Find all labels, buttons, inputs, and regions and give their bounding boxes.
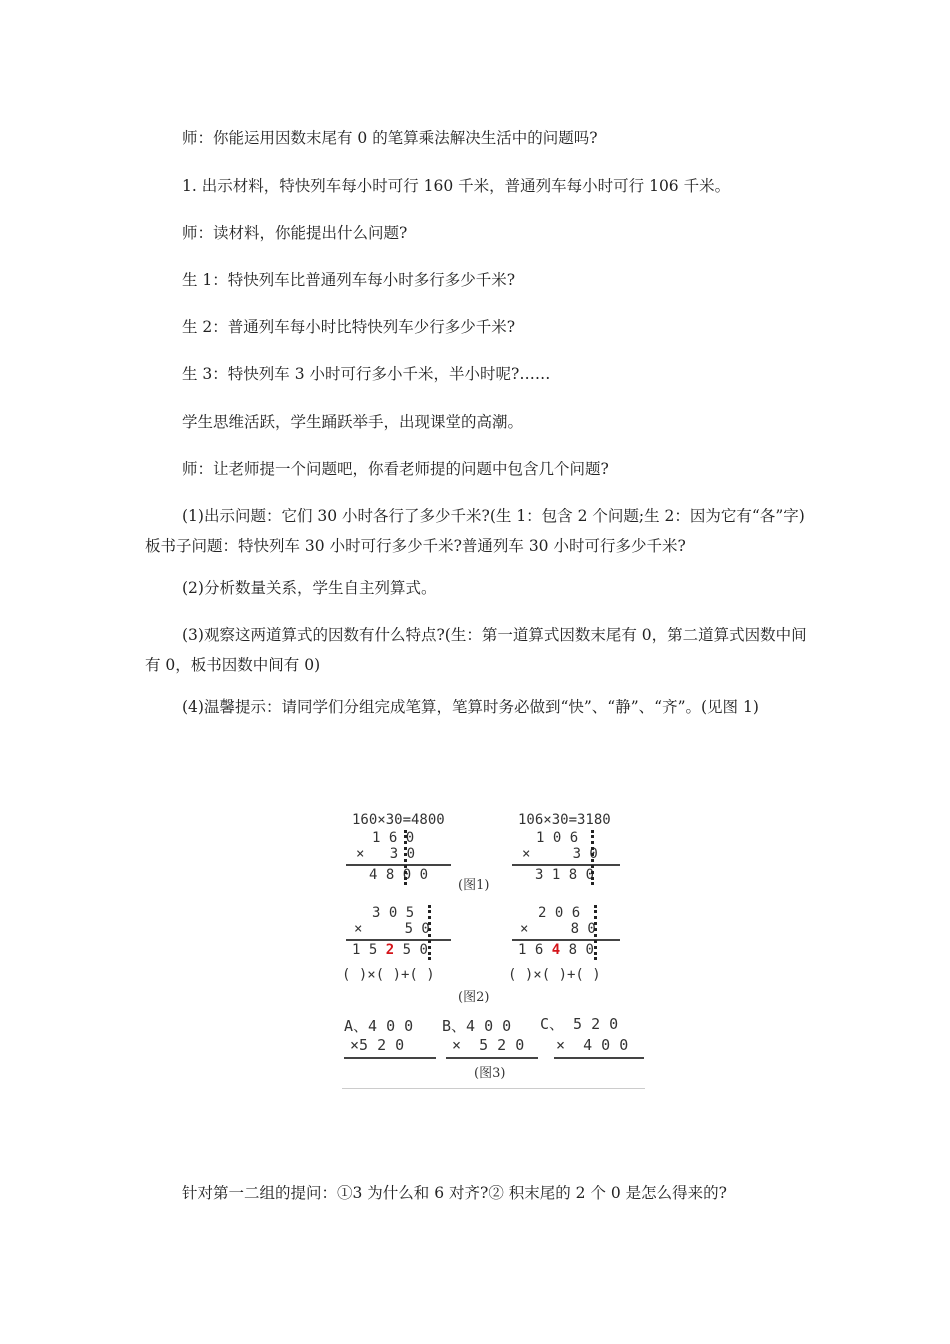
paragraph: 生 3：特快列车 3 小时可行多小千米，半小时呢?…… [182,365,551,383]
factor-row: × 3 0 [522,846,598,862]
alignment-dashes [404,830,407,885]
option-c-row: C、 5 2 0 [540,1015,619,1033]
option-b-row: × 5 2 0 [452,1036,525,1054]
option-a-row: ×5 2 0 [350,1036,405,1054]
factor-row: × 5 0 [354,921,430,937]
alignment-dashes [591,830,594,885]
factor-row: 2 0 6 [538,905,581,921]
option-c-row: × 4 0 0 [556,1036,629,1054]
underline [346,864,451,866]
equation: 160×30=4800 [352,812,445,828]
paragraph: 师：你能运用因数末尾有 0 的笔算乘法解决生活中的问题吗? [182,129,598,147]
factor-row: 1 6 0 [372,830,415,846]
paragraph: 1. 出示材料，特快列车每小时可行 160 千米，普通列车每小时可行 106 千米。 [182,177,731,195]
factor-row: × 8 0 [520,921,596,937]
figure-bottom-border [342,1088,645,1089]
underline [346,939,451,941]
paragraph: 师：读材料，你能提出什么问题? [182,224,408,242]
paragraph: 学生思维活跃，学生踊跃举手，出现课堂的高潮。 [182,413,524,431]
paragraph: 生 1：特快列车比普通列车每小时多行多少千米? [182,271,516,289]
paragraph: (1)出示问题：它们 30 小时各行了多少千米?(生 1：包含 2 个问题;生 2：因为它有“各”字)板书子问题：特快列车 30 小时可行多少千米?普通列车 30 小时可行多少千米? [145,507,805,555]
option-b-row: B、4 0 0 [442,1017,512,1035]
result-row: 3 1 8 0 [535,867,595,883]
underline [446,1057,538,1059]
alignment-dashes [428,905,431,960]
result-row: 1 5 2 5 0 [352,942,428,958]
underline [512,864,620,866]
highlighted-digit: 4 [551,942,561,958]
result-row: 1 6 4 8 0 [518,942,594,958]
paragraph: 师：让老师提一个问题吧，你看老师提的问题中包含几个问题? [182,460,609,478]
equation: 106×30=3180 [518,812,611,828]
fill-blanks: ( )×( )+( ) [508,967,601,983]
figure-caption: (图2) [458,990,490,1005]
figure-caption: (图1) [458,878,490,893]
underline [344,1057,436,1059]
paragraph: (2)分析数量关系，学生自主列算式。 [182,579,437,597]
alignment-dashes [594,905,597,960]
factor-row: 1 0 6 [536,830,579,846]
paragraph: 生 2：普通列车每小时比特快列车少行多少千米? [182,318,516,336]
factor-row: × 3 0 [356,846,416,862]
option-a-row: A、4 0 0 [344,1017,414,1035]
underline [512,939,620,941]
fill-blanks: ( )×( )+( ) [342,967,435,983]
factor-row: 3 0 5 [372,905,415,921]
paragraph: (3)观察这两道算式的因数有什么特点?(生：第一道算式因数末尾有 0，第二道算式因数中间有 0，板书因数中间有 0) [145,626,807,674]
result-row: 4 8 0 0 [369,867,429,883]
paragraph: (4)温馨提示：请同学们分组完成笔算，笔算时务必做到“快”、“静”、“齐”。(见图 1) [182,698,759,716]
multiplication-figure [342,808,647,1093]
figure-caption: (图3) [474,1066,506,1081]
highlighted-digit: 2 [385,942,395,958]
paragraph: 针对第一二组的提问：①3 为什么和 6 对齐?② 积末尾的 2 个 0 是怎么得来的? [182,1184,727,1202]
underline [554,1057,644,1059]
